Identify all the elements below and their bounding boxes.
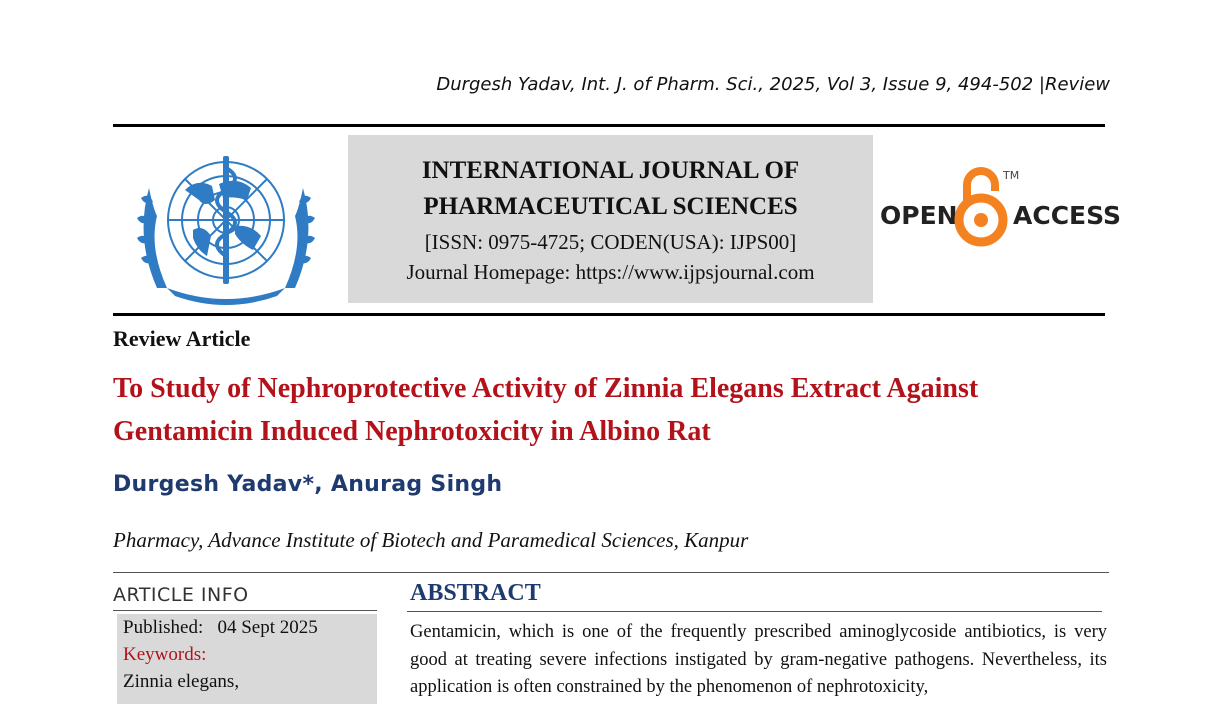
journal-issn: [ISSN: 0975-4725; CODEN(USA): IJPS00] (424, 230, 797, 254)
published-label: Published: (123, 617, 204, 638)
keywords-label: Keywords: (123, 644, 207, 665)
article-info-rule (113, 610, 377, 611)
open-access-right-text: ACCESS (1013, 201, 1122, 230)
section-divider (113, 572, 1109, 573)
running-header-citation: Durgesh Yadav, Int. J. of Pharm. Sci., 2025, Vol 3, Issue 9, 494-502 |Review (436, 74, 1110, 95)
article-title (113, 367, 1113, 453)
author-affiliation: Pharmacy, Advance Institute of Biotech and Paramedical Sciences, Kanpur (113, 528, 749, 552)
journal-emblem-logo (127, 138, 325, 308)
journal-name-line2: PHARMACEUTICAL SCIENCES (423, 193, 798, 220)
journal-homepage: Journal Homepage: https://www.ijpsjournal.com (406, 260, 815, 284)
article-title-line2: Gentamicin Induced Nephrotoxicity in Albino Rat (113, 416, 711, 447)
open-access-left-text: OPEN (880, 201, 958, 230)
article-type: Review Article (113, 326, 251, 351)
article-info-heading: ARTICLE INFO (113, 584, 249, 606)
trademark-mark: TM (1003, 169, 1020, 182)
published-date: 04 Sept 2025 (217, 617, 318, 638)
header-rule-top (113, 124, 1105, 127)
keyword-item: Zinnia elegans, (123, 671, 240, 692)
abstract-heading: ABSTRACT (410, 580, 541, 606)
journal-banner (348, 135, 873, 303)
abstract-rule (407, 611, 1102, 612)
abstract-text: Gentamicin, which is one of the frequently prescribed aminoglycoside antibiotics, is very good at treating severe infections instigated by gram-negative pathogens. Nevertheless, its application is often constrained by the phenomenon of nephrotoxicity, (410, 622, 1107, 697)
article-title-line1: To Study of Nephroprotective Activity of Zinnia Elegans Extract Against (113, 373, 979, 404)
header-rule-bottom (113, 313, 1105, 316)
article-authors: Durgesh Yadav*, Anurag Singh (113, 472, 503, 497)
journal-name-line1: INTERNATIONAL JOURNAL OF (421, 157, 800, 184)
published-row (117, 614, 377, 641)
open-access-logo (880, 165, 1122, 250)
article-info-box (117, 614, 377, 704)
